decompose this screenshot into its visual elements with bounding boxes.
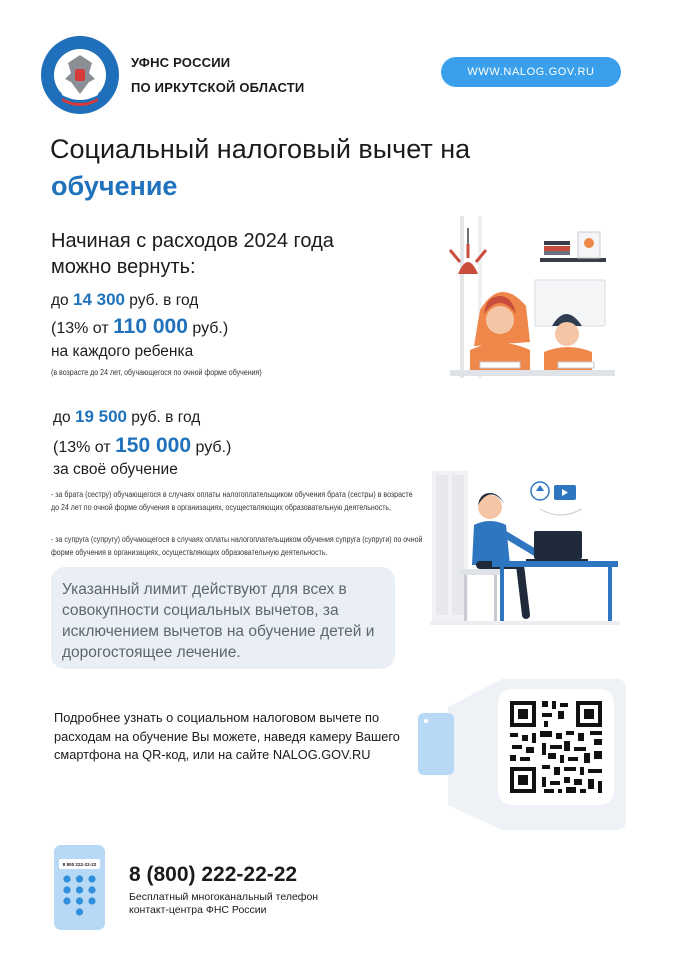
per-year-label: руб. в год (131, 409, 201, 426)
org-name-line2: ПО ИРКУТСКОЙ ОБЛАСТИ (131, 80, 305, 95)
up-to-label: до (53, 409, 71, 426)
children-amount-row (51, 290, 198, 310)
page-title-line2: обучение (51, 171, 178, 201)
hotline-description (129, 891, 318, 917)
qr-instruction-text: Подробнее узнать о социальном налоговом вычете по расходам на обучение Вы можете, наведя камеру Вашего смартфона на QR-код, или на сайте NALOG.GOV.RU (54, 710, 400, 762)
lead-text-line1: Начиная с расходов 2024 года (51, 230, 334, 252)
children-note: (в возрасте до 24 лет, обучающегося по очной форме обучения) (51, 367, 262, 377)
children-studying-illustration (440, 210, 620, 385)
children-amount: 14 300 (72, 290, 125, 309)
qr-code[interactable] (498, 689, 614, 805)
self-base-amount: 150 000 (115, 434, 192, 457)
page-title-line1: Социальный налоговый вычет на (50, 134, 471, 164)
site-link-button[interactable]: WWW.NALOG.GOV.RU (441, 57, 621, 87)
lead-text-line2: можно вернуть: (51, 256, 196, 278)
phone-screen-number: 8 800 222-22-22 (62, 862, 97, 867)
qr-code-card[interactable] (498, 689, 614, 805)
self-percent-row (53, 434, 231, 458)
fns-emblem (40, 35, 120, 115)
percent-prefix: (13% от (53, 439, 111, 456)
self-note-spouse: - за супруга (супругу) обучающегося в случаях оплаты налогоплательщиком обучения супруга (супруги) по очной форме обучения в организациях, осуществляющих образовательную деятельность. (51, 534, 423, 557)
per-year-label: руб. в год (129, 292, 199, 309)
children-whom: на каждого ребенка (51, 343, 194, 360)
hotline-desc-line1: Бесплатный многоканальный телефон (129, 891, 319, 903)
percent-suffix: руб.) (192, 320, 229, 337)
limit-note-text: Указанный лимит действуют для всех в совокупности социальных вычетов, за исключением вычетов на обучение детей и дорогостоящее лечение. (62, 581, 375, 661)
self-amount: 19 500 (74, 407, 127, 426)
self-note-sibling: - за брата (сестру) обучающегося в случаях оплаты налогоплательщиком обучения брата (сестры) в возрасте до 24 лет по очной форме обучения в организациях, осуществляющих образовательную деятельность, (51, 489, 413, 512)
org-name-line1: УФНС РОССИИ (131, 55, 231, 70)
student-laptop-illustration (430, 465, 620, 630)
hotline-desc-line2: контакт-центра ФНС России (129, 904, 267, 916)
up-to-label: до (51, 292, 69, 309)
self-amount-row (53, 407, 200, 427)
phone-keypad-graphic (54, 845, 105, 930)
percent-prefix: (13% от (51, 320, 109, 337)
hotline-phone-number[interactable]: 8 (800) 222-22-22 (129, 863, 298, 886)
self-whom: за своё обучение (53, 461, 178, 478)
percent-suffix: руб.) (195, 439, 232, 456)
children-base-amount: 110 000 (113, 315, 188, 338)
children-percent-row (51, 315, 228, 339)
